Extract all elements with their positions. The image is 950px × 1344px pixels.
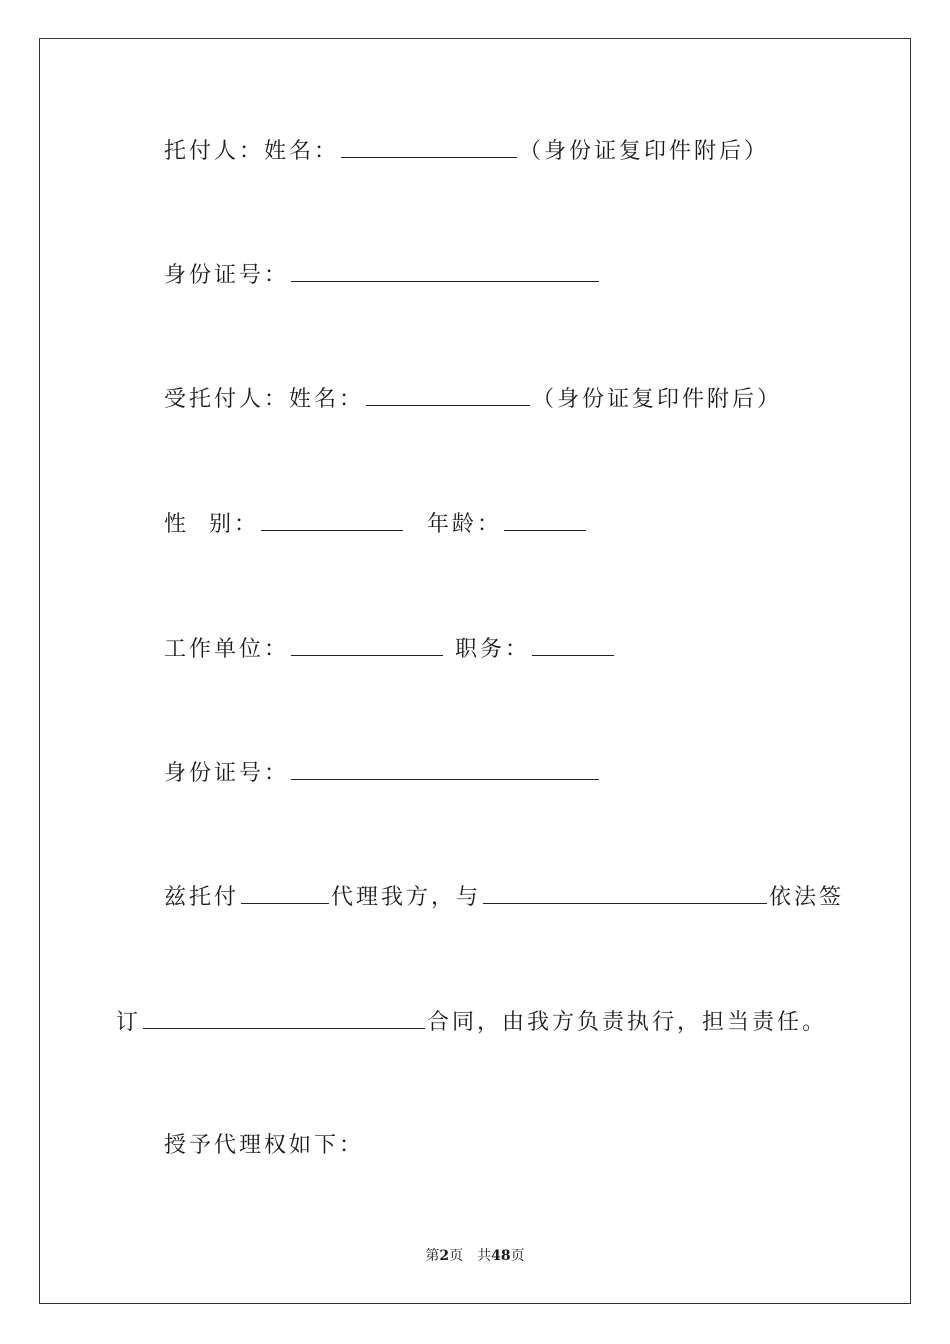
contract-name-blank[interactable] <box>143 1006 425 1029</box>
workplace-blank[interactable] <box>291 633 443 656</box>
page-footer <box>0 1246 950 1266</box>
page-mid: 页 共 <box>449 1248 492 1264</box>
agent-name-line <box>164 383 782 415</box>
entrust-mid: 代理我方，与 <box>331 885 482 910</box>
page-suffix: 页 <box>510 1248 525 1264</box>
agent-id-label: 身份证号： <box>164 761 290 786</box>
principal-id-blank[interactable] <box>291 259 599 282</box>
authority-heading <box>164 1131 364 1161</box>
entrust-line <box>164 881 844 913</box>
page-prefix: 第 <box>425 1248 440 1264</box>
agent-id-note: （身份证复印件附后） <box>532 387 783 412</box>
current-page-number: 2 <box>439 1248 450 1264</box>
contract-line <box>116 1006 827 1038</box>
principal-name-line <box>164 135 769 167</box>
agent-id-line <box>164 757 601 789</box>
entrust-suffix: 依法签 <box>769 885 845 910</box>
agent-name-blank[interactable] <box>366 383 530 406</box>
entrust-prefix: 兹托付 <box>164 885 240 910</box>
principal-id-line <box>164 259 601 291</box>
entrusted-agent-blank[interactable] <box>241 881 329 904</box>
principal-name-blank[interactable] <box>341 135 517 158</box>
total-page-count: 48 <box>491 1248 511 1264</box>
counterparty-blank[interactable] <box>483 881 767 904</box>
workplace-label: 工作单位： <box>164 637 290 662</box>
principal-name-label: 托付人：姓名： <box>164 139 340 164</box>
gender-blank[interactable] <box>261 508 403 531</box>
position-label: 职务： <box>455 637 531 662</box>
age-blank[interactable] <box>504 508 586 531</box>
principal-id-label: 身份证号： <box>164 263 290 288</box>
position-blank[interactable] <box>532 633 614 656</box>
agent-id-blank[interactable] <box>291 757 599 780</box>
page-border <box>39 38 911 1304</box>
gender-label: 性 别： <box>164 512 259 537</box>
workplace-line <box>164 633 616 665</box>
agent-name-label: 受托付人：姓名： <box>164 387 365 412</box>
gender-age-line <box>164 508 588 540</box>
contract-prefix: 订 <box>116 1010 142 1035</box>
contract-suffix: 合同，由我方负责执行，担当责任。 <box>427 1010 828 1035</box>
authority-heading-text: 授予代理权如下： <box>164 1133 365 1158</box>
principal-id-note: （身份证复印件附后） <box>519 139 770 164</box>
age-label: 年龄： <box>427 512 503 537</box>
